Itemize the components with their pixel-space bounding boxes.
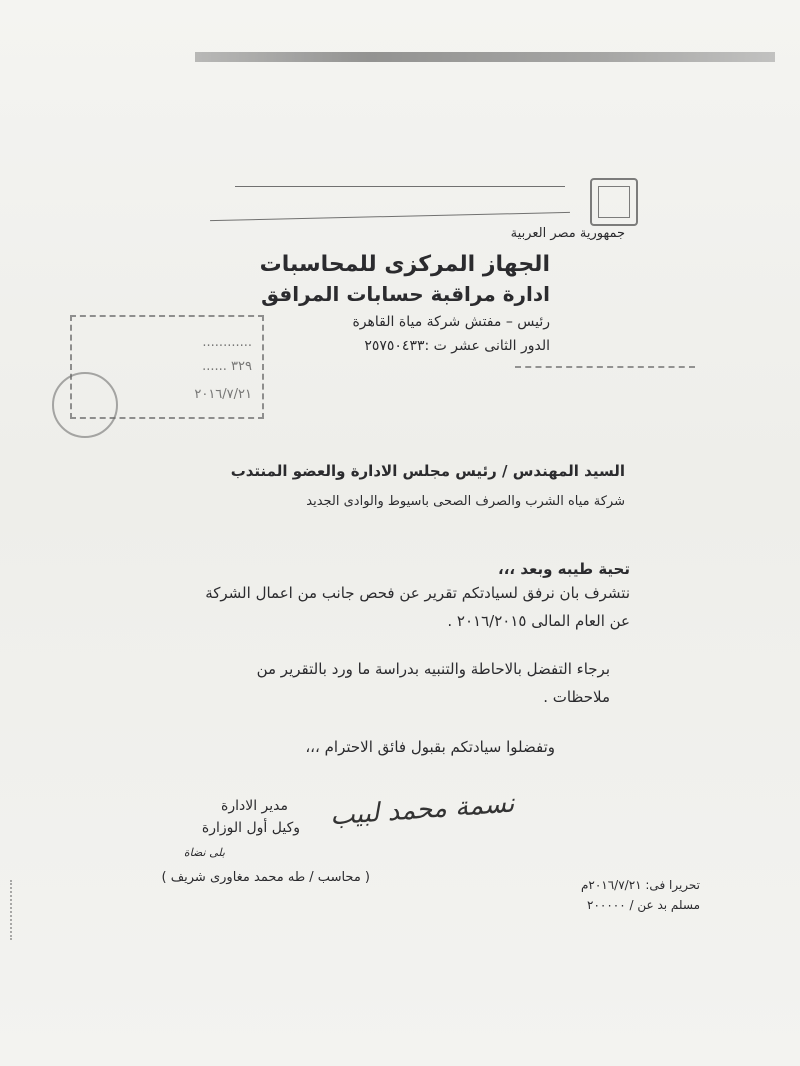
signature: نسمة محمد لبيب	[329, 788, 516, 832]
header-underline	[515, 366, 695, 368]
closing: وتفضلوا سيادتكم بقبول فائق الاحترام ،،،	[305, 738, 555, 756]
emblem-seal-icon	[590, 178, 638, 226]
margin-marks	[10, 880, 18, 940]
signatory-title-1: مدير الادارة	[220, 798, 288, 814]
scan-line-2	[235, 186, 565, 187]
greeting: تحية طيبه وبعد ،،،	[498, 560, 630, 578]
signatory-title-2: وكيل أول الوزارة	[201, 820, 300, 836]
recipient-line-1: السيد المهندس / رئيس مجلس الادارة والعضو المنتدب	[230, 462, 625, 480]
body-p1-line2: عن العام المالى ٢٠١٦/٢٠١٥ .	[447, 612, 630, 630]
recipient-line-2: شركة مياه الشرب والصرف الصحى باسيوط والوادى الجديد	[306, 494, 625, 509]
small-note: بلى نضاة	[183, 846, 225, 859]
body-p2-line1: برجاء التفضل بالاحاطة والتنبيه بدراسة ما ورد بالتقرير من	[256, 660, 610, 678]
stamp-line-2: ٣٢٩ ......	[202, 359, 252, 374]
header-country: جمهورية مصر العربية	[510, 226, 625, 241]
scan-line-top	[195, 52, 775, 62]
footer-date: تحريرا فى: ٢٠١٦/٧/٢١م	[580, 878, 700, 892]
footer-ref: مسلم بد عن / ٢٠٠٠٠٠	[587, 898, 700, 912]
scan-line-3	[210, 212, 570, 221]
header-department: ادارة مراقبة حسابات المرافق	[261, 282, 550, 306]
header-section: رئيس – مفتش شركة مياة القاهرة	[352, 314, 550, 330]
accountant-name: ( محاسب / طه محمد مغاورى شريف )	[161, 870, 370, 885]
stamp-line-1: ............	[202, 335, 252, 350]
header-agency: الجهاز المركزى للمحاسبات	[259, 252, 550, 277]
body-p1-line1: نتشرف بان نرفق لسيادتكم تقرير عن فحص جانب من اعمال الشركة	[205, 584, 630, 602]
body-p2-line2: ملاحظات .	[543, 688, 610, 706]
header-session: الدور الثانى عشر ت :٢٥٧٥٠٤٣٣	[364, 338, 550, 354]
stamp-line-3: ٢٠١٦/٧/٢١	[194, 387, 252, 402]
round-stamp-icon	[52, 372, 118, 438]
